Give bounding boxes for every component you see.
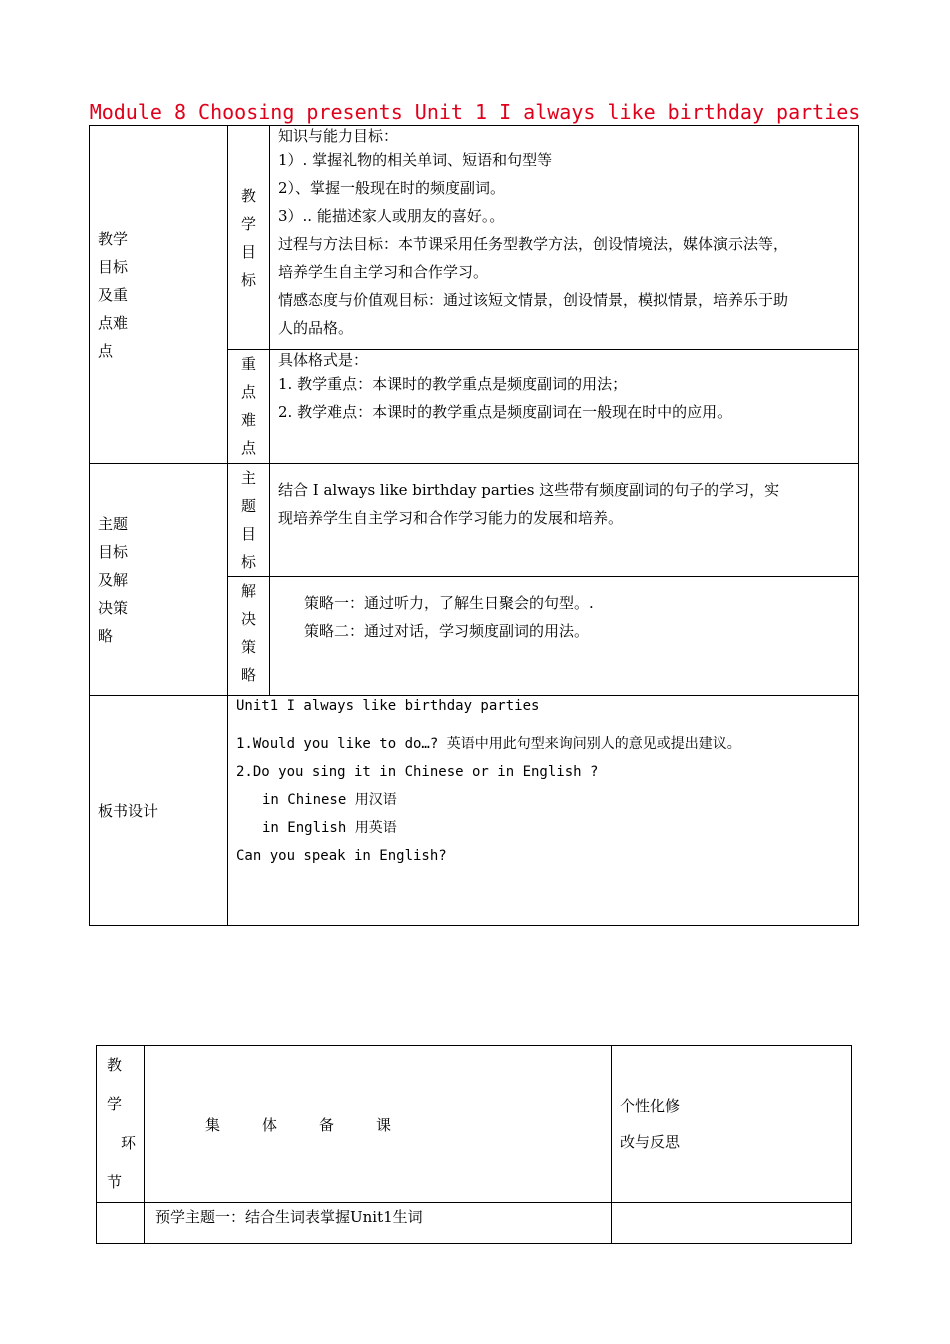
theme-goals-label: 主题 目标 及解 决策 略 (90, 464, 228, 696)
document-title: Module 8 Choosing presents Unit 1 I always like birthday parties (89, 100, 861, 124)
objectives-content: 知识与能力目标： 1）. 掌握礼物的相关单词、短语和句型等 2）、掌握一般现在时的频度副词。 3）.. 能描述家人或朋友的喜好。。 过程与方法目标：本节课采用任务型教学方法，创设情境法，媒体演示法等， 培养学生自主学习和合作学习。 情感态度与价值观目标：通过该短文情景，创设情景，模拟情景，培养乐于助 人的品格。 (270, 126, 859, 350)
teaching-goals-label: 教学 目标 及重 点难 点 (90, 126, 228, 464)
strategy-sublabel: 解 决 策 略 (228, 577, 270, 696)
objectives-sublabel: 教 学 目 标 (228, 126, 270, 350)
empty-cell (97, 1203, 145, 1244)
keypoints-sublabel: 重 点 难 点 (228, 350, 270, 464)
pre-study-theme: 预学主题一：结合生词表掌握Unit1生词 (145, 1203, 612, 1244)
board-design-content: Unit1 I always like birthday parties 1.Would you like to do…? 英语中用此句型来询问别人的意见或提出建议。 2.Do you sing it in Chinese or in English ? in Chinese 用汉语 in English 用英语 Can you speak in English? (228, 696, 859, 926)
goal-content: 结合 I always like birthday parties 这些带有频度副词的句子的学习，实 现培养学生自主学习和合作学习能力的发展和培养。 (270, 464, 859, 577)
lesson-plan-table (89, 125, 859, 926)
lesson-steps-table (96, 1045, 852, 1244)
empty-reflection-cell (612, 1203, 852, 1244)
group-lesson-prep-header: 集 体 备 课 (145, 1046, 612, 1203)
steps-label: 教 学 环 节 (97, 1046, 145, 1203)
keypoints-content: 具体格式是： 1. 教学重点：本课时的教学重点是频度副词的用法； 2. 教学难点：本课时的教学重点是频度副词在一般现在时中的应用。 (270, 350, 859, 464)
goal-sublabel: 主 题 目 标 (228, 464, 270, 577)
board-design-label: 板书设计 (90, 696, 228, 926)
reflection-header: 个性化修 改与反思 (612, 1046, 852, 1203)
strategy-content: 策略一：通过听力，了解生日聚会的句型。. 策略二：通过对话，学习频度副词的用法。 (270, 577, 859, 696)
